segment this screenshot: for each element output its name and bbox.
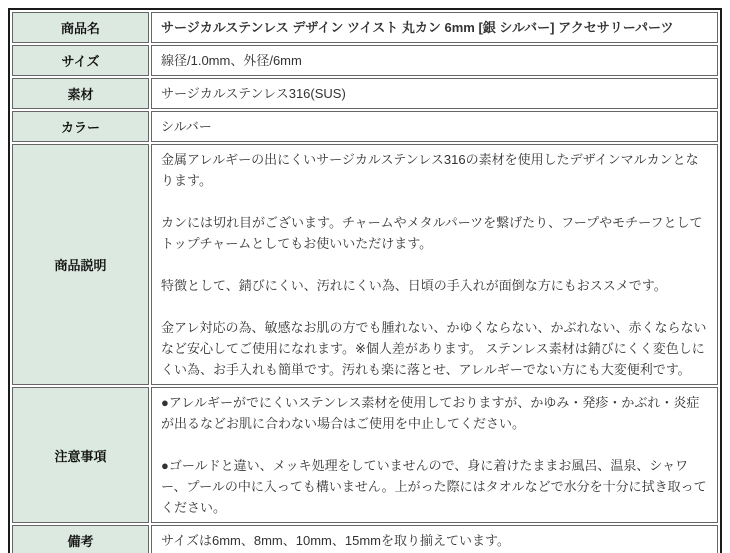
table-row	[12, 387, 718, 523]
spec-value	[151, 111, 718, 142]
spec-paragraph: サイズは6mm、8mm、10mm、15mmを取り揃えています。	[161, 533, 510, 548]
product-spec-table-body	[12, 12, 718, 553]
spec-value	[151, 144, 718, 385]
spec-paragraph: ●アレルギーがでにくいステンレス素材を使用しておりますが、かゆみ・発疹・かぶれ・炎症が出るなどお肌に合わない場合はご使用を中止してください。	[161, 395, 700, 431]
spec-label: カラー	[12, 111, 149, 142]
spec-paragraph: サージカルステンレス デザイン ツイスト 丸カン 6mm [銀 シルバー] アクセサリーパーツ	[161, 20, 674, 35]
spec-label: 素材	[12, 78, 149, 109]
spec-value	[151, 387, 718, 523]
table-row	[12, 78, 718, 109]
spec-value	[151, 525, 718, 553]
spec-paragraph: シルバー	[161, 119, 212, 134]
spec-label: 備考	[12, 525, 149, 553]
spec-paragraph: サージカルステンレス316(SUS)	[161, 86, 346, 101]
table-row	[12, 45, 718, 76]
spec-paragraph: ●ゴールドと違い、メッキ処理をしていませんので、身に着けたままお風呂、温泉、シャワー、プールの中に入っても構いません。上がった際にはタオルなどで水分を十分に拭き取ってください。	[161, 458, 707, 515]
product-spec-table	[8, 8, 722, 553]
spec-label: サイズ	[12, 45, 149, 76]
spec-paragraph: 線径/1.0mm、外径/6mm	[161, 53, 302, 68]
table-row	[12, 111, 718, 142]
table-row	[12, 525, 718, 553]
table-row	[12, 144, 718, 385]
spec-paragraph: カンには切れ目がございます。チャームやメタルパーツを繋げたり、フープやモチーフとしてトップチャームとしてもお使いいただけます。	[161, 215, 703, 251]
spec-label: 注意事項	[12, 387, 149, 523]
table-row	[12, 12, 718, 43]
spec-paragraph: 特徴として、錆びにくい、汚れにくい為、日頃の手入れが面倒な方にもおススメです。	[161, 278, 667, 293]
spec-value	[151, 78, 718, 109]
spec-label: 商品説明	[12, 144, 149, 385]
spec-value	[151, 12, 718, 43]
spec-paragraph: 金アレ対応の為、敏感なお肌の方でも腫れない、かゆくならない、かぶれない、赤くならないなど安心してご使用になれます。※個人差があります。 ステンレス素材は錆びにくく変色しにくい為、お手入れも簡単です。汚れも楽に落とせ、アレルギーでない方にも大変便利です。	[161, 320, 707, 377]
spec-label: 商品名	[12, 12, 149, 43]
spec-value	[151, 45, 718, 76]
spec-paragraph: 金属アレルギーの出にくいサージカルステンレス316の素材を使用したデザインマルカンとなります。	[161, 152, 699, 188]
